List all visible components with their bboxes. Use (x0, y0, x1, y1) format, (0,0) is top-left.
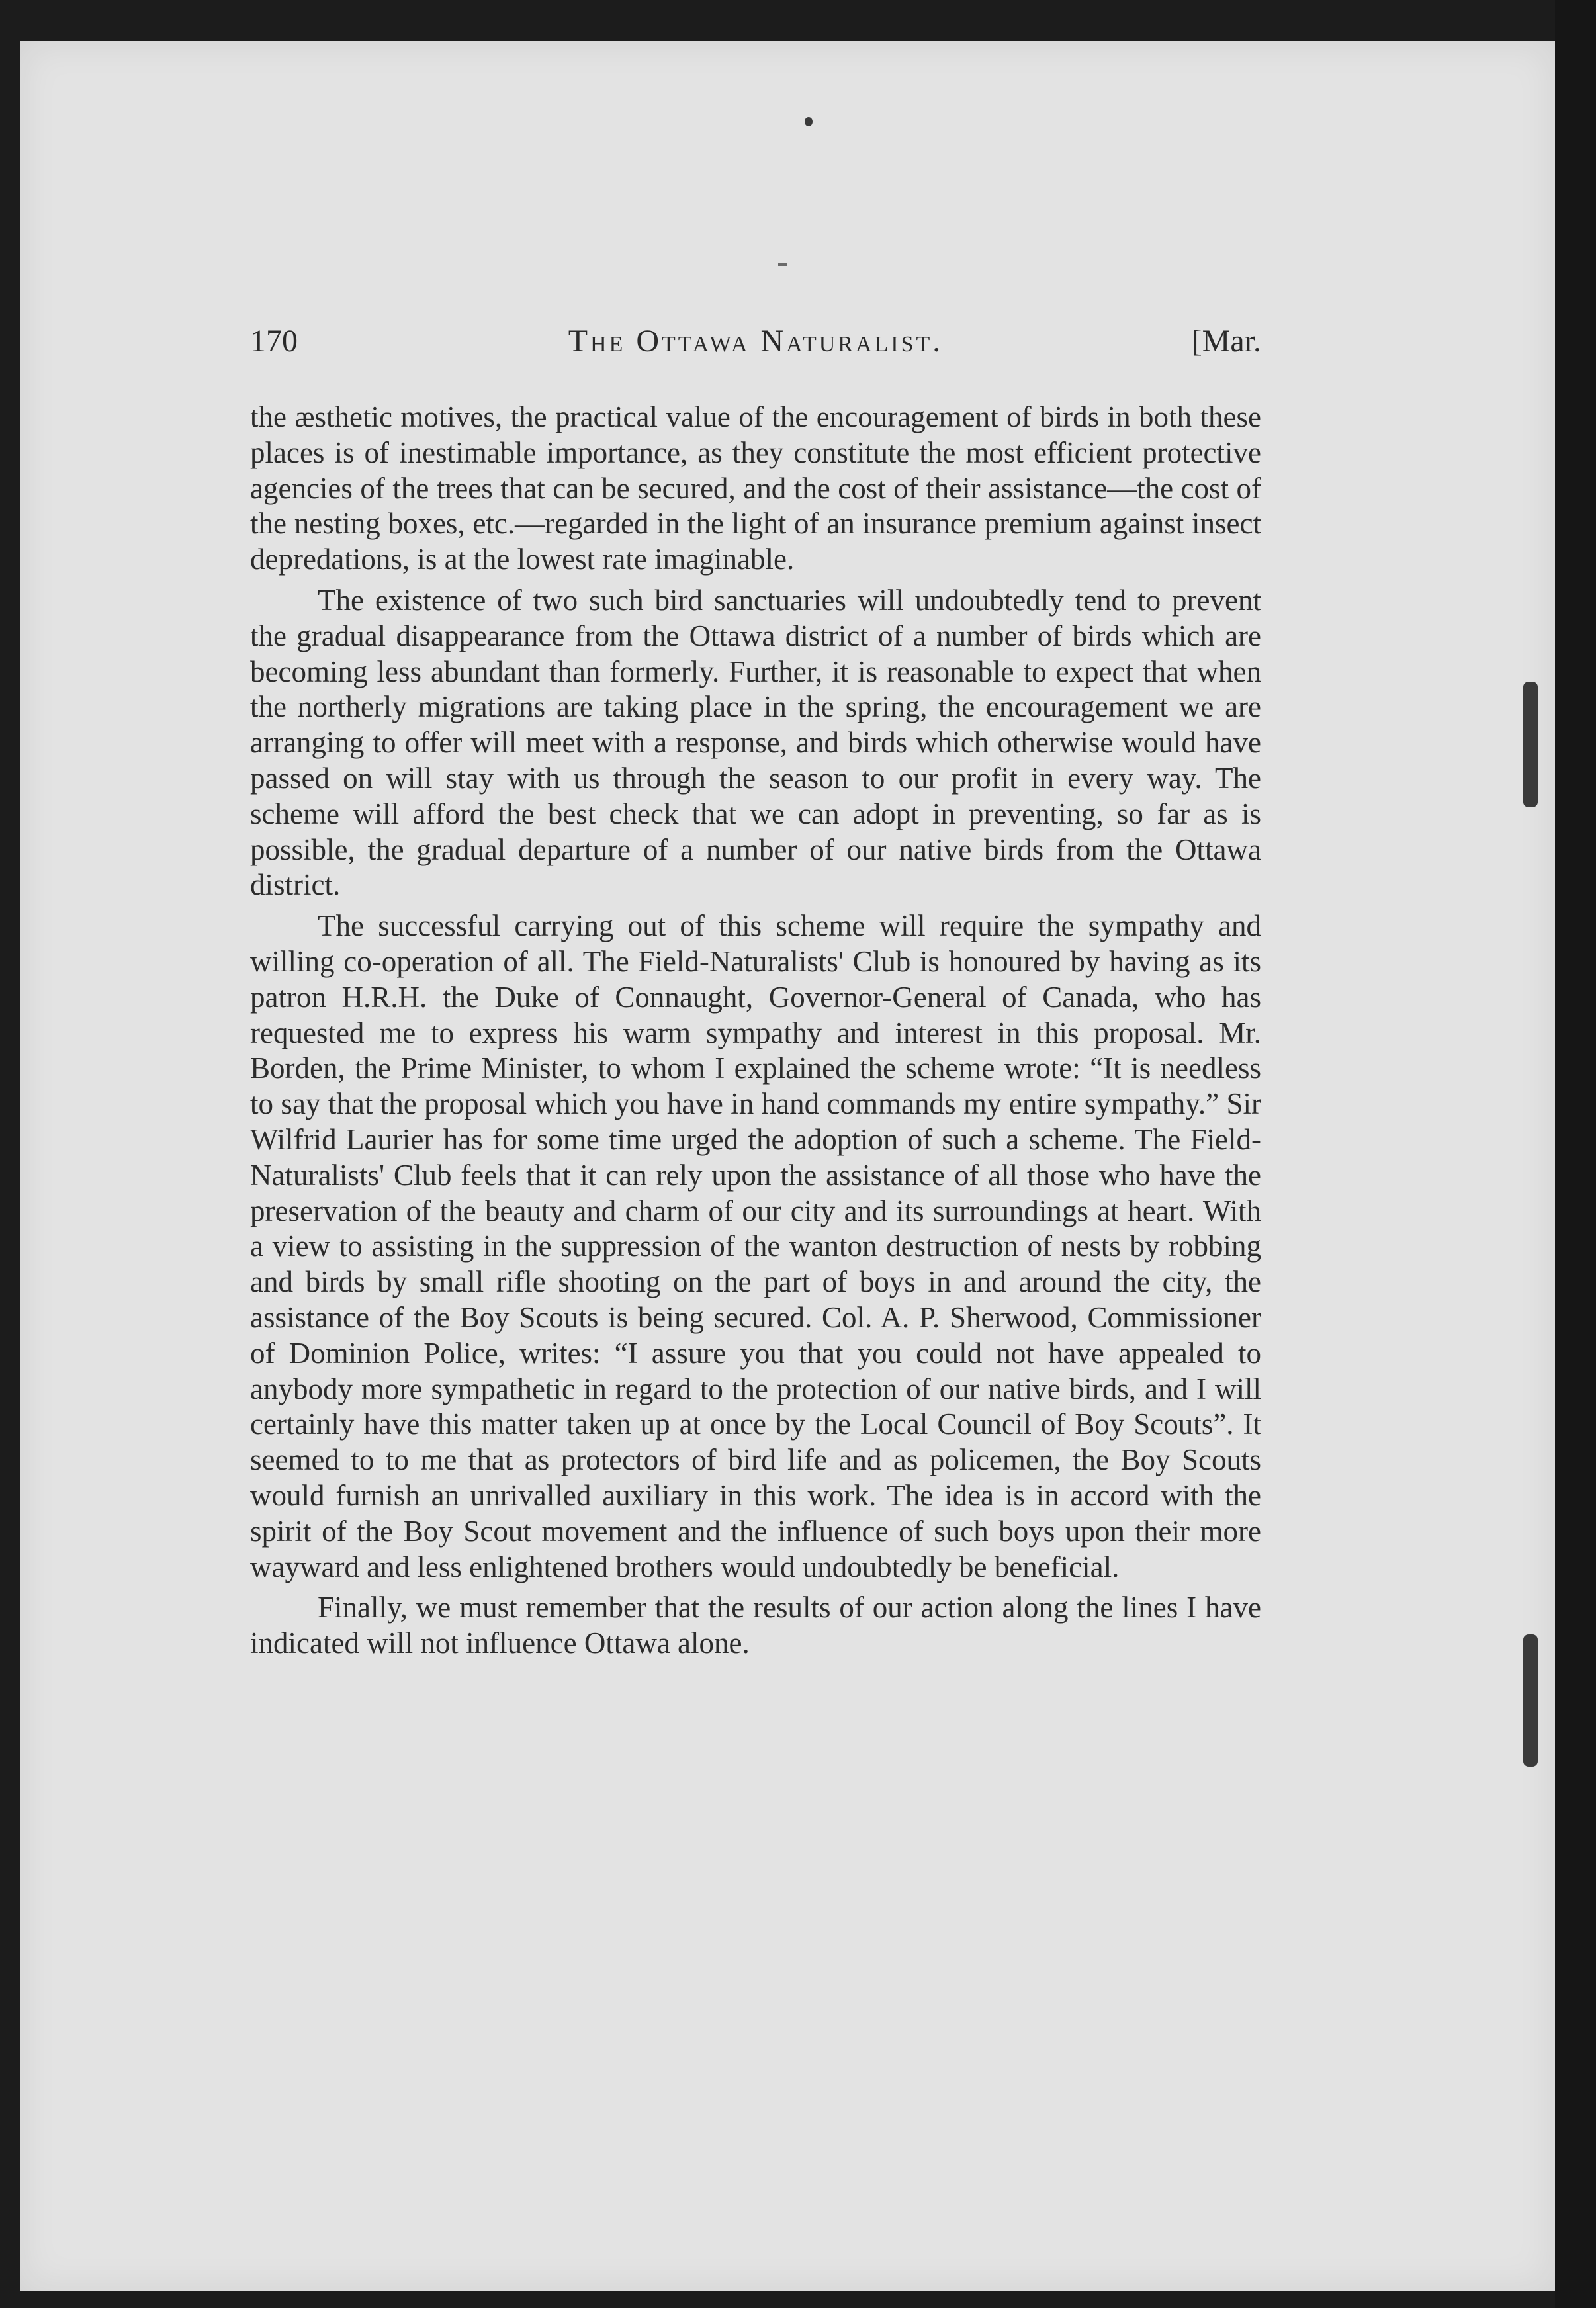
paragraph-finally: Finally, we must remember that the results of our action along the lines I have indicated will not influence Ottawa alone. (250, 1591, 1261, 1660)
article-body (250, 400, 1261, 1667)
paragraph-continuation: the æsthetic motives, the practical value of the encouragement of birds in both these places is of inestimable importance, as they constitute the most efficient protective agencies of the trees that can be secured, and the cost of their assistance—the cost of the nesting boxes, etc.—regarded in the light of an insurance premium against insect depredations, is at the lowest rate imaginable. (250, 400, 1261, 576)
page-speck (805, 117, 813, 126)
journal-title: The Ottawa Naturalist. (568, 324, 944, 359)
issue-label: [Mar. (1191, 324, 1261, 359)
page-mark (778, 263, 787, 266)
paragraph-cooperation: The successful carrying out of this scheme will require the sympathy and willing co-operation of all. The Field-Naturalists' Club is honoured by having as its patron H.R.H. the Duke of Connaught, Governor-General of Canada, who has requested me to express his warm sympathy and interest in this proposal. Mr. Borden, the Prime Minister, to whom I explained the scheme wrote: “It is needless to say that the proposal which you have in hand commands my entire sympathy.” Sir Wilfrid Laurier has for some time urged the adoption of such a scheme. The Field-Naturalists' Club feels that it can rely upon the assistance of all those who have the preservation of the beauty and charm of our city and its surroundings at heart. With a view to assisting in the suppression of the wanton destruction of nests by robbing and birds by small rifle shooting on the part of boys in and around the city, the assistance of the Boy Scouts is being secured. Col. A. P. Sherwood, Commissioner of Dominion Police, writes: “I assure you that you could not have appealed to anybody more sympathetic in regard to the protection of our native birds, and I will certainly have this matter taken up at once by the Local Council of Boy Scouts”. It seemed to to me that as protectors of bird life and as policemen, the Boy Scouts would furnish an unrivalled auxiliary in this work. The idea is in accord with the spirit of the Boy Scout movement and the influence of such boys upon their more wayward and less enlightened brothers would undoubtedly be beneficial. (250, 909, 1261, 1583)
scan-background-edge (1555, 0, 1596, 2308)
binding-clip-bottom (1523, 1634, 1538, 1767)
paragraph-bird-sanctuaries: The existence of two such bird sanctuaries will undoubtedly tend to prevent the gradual disappearance from the Ottawa district of a number of birds which are becoming less abundant than formerly. Further, it is reasonable to expect that when the northerly migrations are taking place in the spring, the encouragement we are arranging to offer will meet with a response, and birds which otherwise would have passed on will stay with us through the season to our profit in every way. The scheme will afford the best check that we can adopt in preventing, so far as is possible, the gradual departure of a number of our native birds from the Ottawa district. (250, 583, 1261, 902)
binding-clip-top (1523, 682, 1538, 807)
running-header (250, 323, 1261, 369)
page-number: 170 (250, 324, 298, 359)
